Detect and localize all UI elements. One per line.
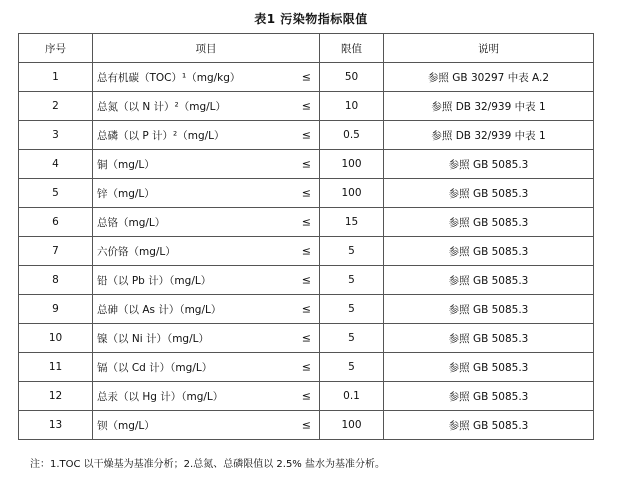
row-item [93,295,320,324]
row-item-label: 总磷（以 P 计）²（mg/L） [97,129,225,142]
table-row [19,63,594,92]
row-note: 参照 DB 32/939 中表 1 [384,92,594,121]
row-item-label: 钡（mg/L） [97,419,155,432]
row-no: 8 [19,266,93,295]
table-body [19,63,594,440]
row-item-label: 总铬（mg/L） [97,216,166,229]
less-equal-symbol: ≤ [301,418,311,432]
row-no: 11 [19,353,93,382]
row-limit: 100 [320,411,384,440]
row-note: 参照 DB 32/939 中表 1 [384,121,594,150]
row-item [93,411,320,440]
less-equal-symbol: ≤ [301,360,311,374]
less-equal-symbol: ≤ [301,70,311,84]
row-no: 4 [19,150,93,179]
table-row [19,295,594,324]
row-limit: 15 [320,208,384,237]
less-equal-symbol: ≤ [301,389,311,403]
row-item-label: 总砷（以 As 计）（mg/L） [97,303,222,316]
table-title: 表1 污染物指标限值 [254,12,368,26]
row-item [93,324,320,353]
row-item [93,63,320,92]
row-no: 6 [19,208,93,237]
row-no: 10 [19,324,93,353]
row-limit: 5 [320,237,384,266]
header-limit: 限值 [320,34,384,63]
table-row [19,324,594,353]
row-limit: 0.5 [320,121,384,150]
row-limit: 5 [320,324,384,353]
row-item-label: 锌（mg/L） [97,187,155,200]
header-item: 项目 [93,34,320,63]
row-no: 1 [19,63,93,92]
less-equal-symbol: ≤ [301,215,311,229]
less-equal-symbol: ≤ [301,331,311,345]
row-item [93,179,320,208]
row-item [93,353,320,382]
row-item [93,266,320,295]
row-item [93,121,320,150]
less-equal-symbol: ≤ [301,273,311,287]
table-row [19,150,594,179]
header-row [19,34,594,63]
row-no: 12 [19,382,93,411]
row-item [93,237,320,266]
row-item [93,150,320,179]
row-note: 参照 GB 5085.3 [384,411,594,440]
table-row [19,92,594,121]
row-item-label: 铅（以 Pb 计）（mg/L） [97,274,212,287]
row-item-label: 铜（mg/L） [97,158,155,171]
table-row [19,382,594,411]
row-item-label: 总汞（以 Hg 计）（mg/L） [97,390,224,403]
table-row [19,208,594,237]
row-note: 参照 GB 5085.3 [384,295,594,324]
row-limit: 5 [320,353,384,382]
row-item-label: 总氮（以 N 计）²（mg/L） [97,100,227,113]
row-item [93,92,320,121]
table-row [19,121,594,150]
row-limit: 5 [320,266,384,295]
footnote: 注：1.TOC 以干燥基为基准分析；2.总氮、总磷限值以 2.5% 盐水为基准分析。 [30,459,385,470]
row-note: 参照 GB 30297 中表 A.2 [384,63,594,92]
row-note: 参照 GB 5085.3 [384,266,594,295]
table-row [19,237,594,266]
row-item [93,382,320,411]
row-limit: 50 [320,63,384,92]
row-note: 参照 GB 5085.3 [384,208,594,237]
header-note: 说明 [384,34,594,63]
less-equal-symbol: ≤ [301,99,311,113]
row-no: 2 [19,92,93,121]
row-limit: 0.1 [320,382,384,411]
header-no: 序号 [19,34,93,63]
row-note: 参照 GB 5085.3 [384,324,594,353]
less-equal-symbol: ≤ [301,128,311,142]
less-equal-symbol: ≤ [301,157,311,171]
pollutant-limits-table [18,33,594,440]
row-no: 5 [19,179,93,208]
row-limit: 10 [320,92,384,121]
row-limit: 5 [320,295,384,324]
less-equal-symbol: ≤ [301,244,311,258]
table-row [19,179,594,208]
row-no: 9 [19,295,93,324]
row-note: 参照 GB 5085.3 [384,382,594,411]
row-item [93,208,320,237]
row-no: 13 [19,411,93,440]
less-equal-symbol: ≤ [301,302,311,316]
row-note: 参照 GB 5085.3 [384,353,594,382]
row-limit: 100 [320,179,384,208]
table-row [19,411,594,440]
row-note: 参照 GB 5085.3 [384,237,594,266]
table-row [19,353,594,382]
row-no: 3 [19,121,93,150]
row-item-label: 六价铬（mg/L） [97,245,176,258]
row-note: 参照 GB 5085.3 [384,150,594,179]
less-equal-symbol: ≤ [301,186,311,200]
row-limit: 100 [320,150,384,179]
row-item-label: 镉（以 Cd 计）（mg/L） [97,361,213,374]
row-note: 参照 GB 5085.3 [384,179,594,208]
row-item-label: 镍（以 Ni 计）（mg/L） [97,332,209,345]
table-row [19,266,594,295]
row-item-label: 总有机碳（TOC）¹（mg/kg） [97,71,241,84]
row-no: 7 [19,237,93,266]
